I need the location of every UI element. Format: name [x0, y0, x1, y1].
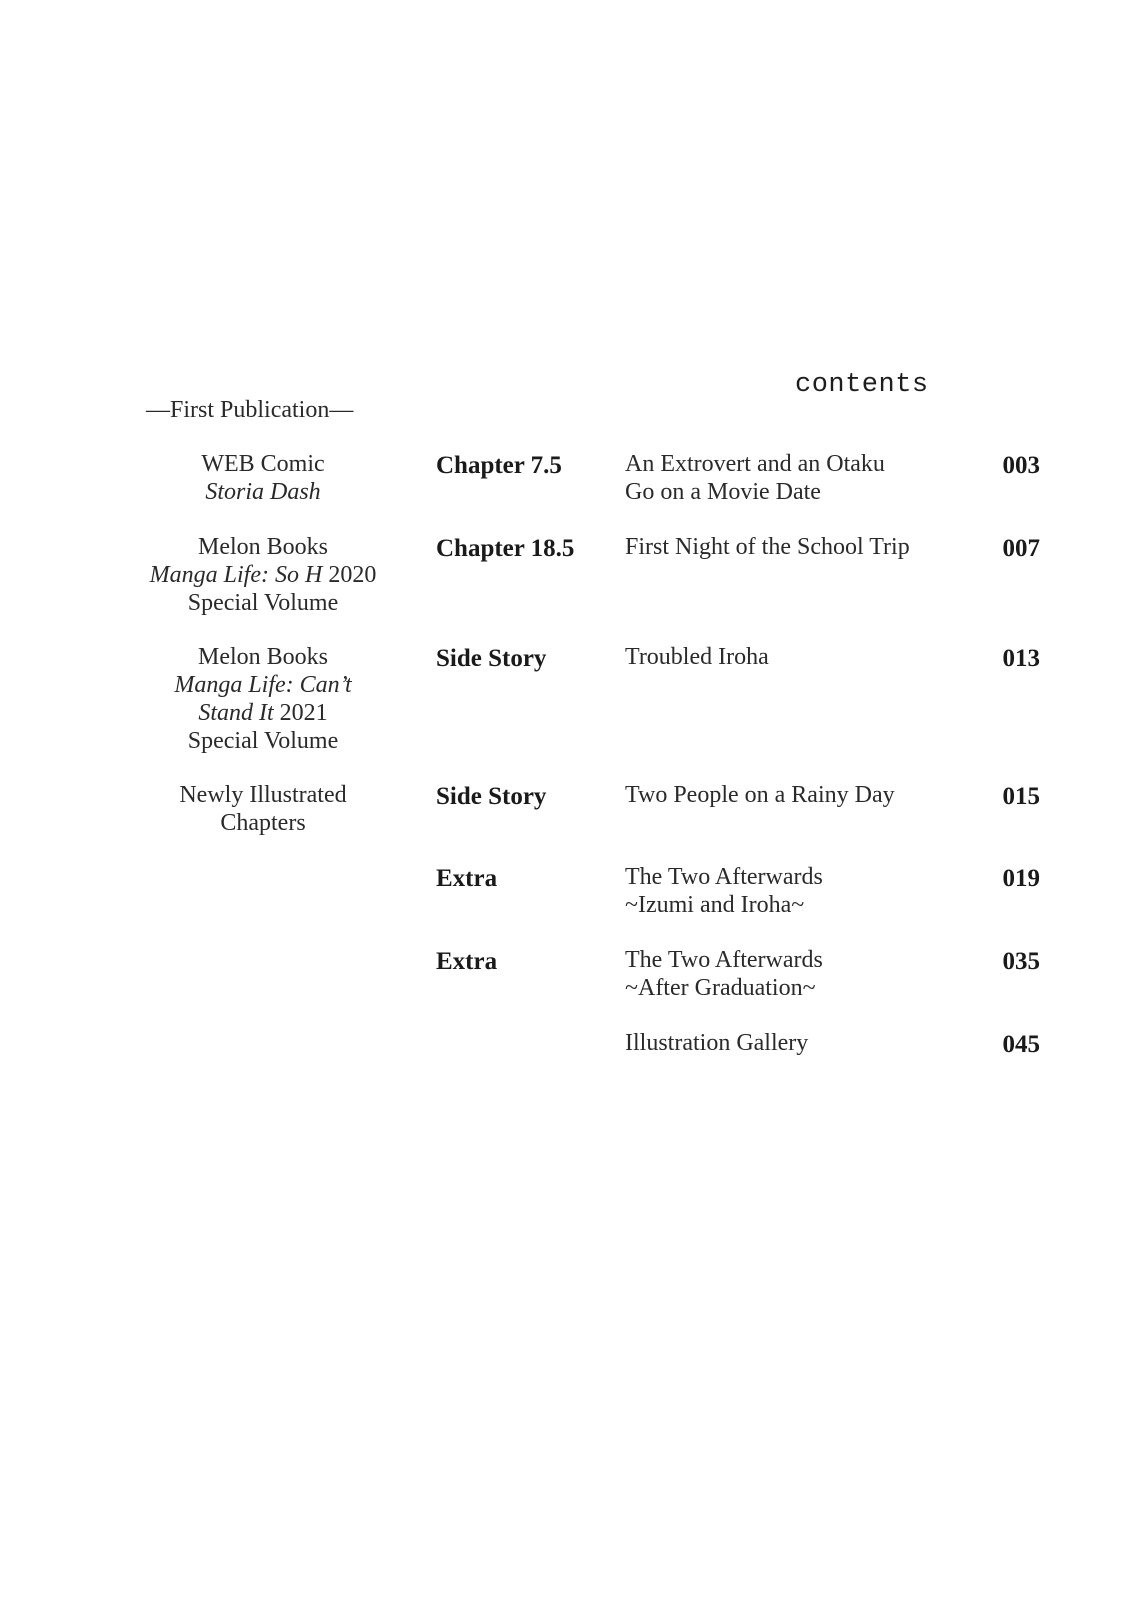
toc-chapter-label: Side Story	[436, 645, 547, 672]
publication-title: Manga Life: Can’t	[174, 672, 352, 698]
toc-title-line: First Night of the School Trip	[625, 534, 910, 560]
publication-title: Storia Dash	[205, 479, 321, 505]
publication-source: WEB Comic	[201, 451, 325, 477]
toc-title-line: Troubled Iroha	[625, 644, 769, 670]
toc-chapter-label: Chapter 18.5	[436, 535, 575, 562]
publication-title-continued: Stand It	[198, 700, 274, 726]
publication-title-line	[140, 561, 386, 589]
toc-title-line: An Extrovert and an Otaku	[625, 451, 885, 477]
toc-chapter-title	[625, 1029, 970, 1057]
toc-chapter-title	[625, 533, 970, 561]
publication-source: Melon Books	[197, 644, 328, 670]
toc-page-number: 035	[1002, 948, 1040, 975]
contents-heading: contents	[795, 370, 929, 400]
toc-chapter-title	[625, 946, 970, 1002]
toc-page-number: 045	[1002, 1031, 1040, 1058]
first-publication-heading: —First Publication—	[146, 397, 354, 423]
publication-year: 2021	[273, 700, 328, 726]
publication-source: Melon Books	[197, 534, 328, 560]
toc-chapter-label: Chapter 7.5	[436, 452, 562, 479]
toc-page-number: 003	[1002, 452, 1040, 479]
toc-chapter-title	[625, 863, 970, 919]
publication-block-melon-2020	[140, 533, 386, 617]
toc-chapter-label: Extra	[436, 948, 498, 975]
publication-source-continued: Chapters	[220, 810, 306, 836]
toc-page-number: 007	[1002, 535, 1040, 562]
toc-title-line: The Two Afterwards	[625, 947, 823, 973]
toc-chapter-label: Side Story	[436, 783, 547, 810]
toc-chapter-label: Extra	[436, 865, 498, 892]
toc-title-line: ~Izumi and Iroha~	[625, 892, 805, 918]
publication-block-melon-2021	[140, 643, 386, 755]
toc-chapter-title	[625, 781, 970, 809]
toc-title-line: Two People on a Rainy Day	[625, 782, 895, 808]
publication-block-web-comic	[140, 450, 386, 506]
toc-title-line: ~After Graduation~	[625, 975, 816, 1001]
publication-title: Manga Life: So H	[149, 562, 323, 588]
toc-page-number: 019	[1002, 865, 1040, 892]
toc-title-line: Illustration Gallery	[625, 1030, 809, 1056]
publication-volume: Special Volume	[187, 590, 339, 616]
toc-page-number: 013	[1002, 645, 1040, 672]
toc-page-number: 015	[1002, 783, 1040, 810]
toc-title-line: Go on a Movie Date	[625, 479, 821, 505]
publication-volume: Special Volume	[187, 728, 339, 754]
toc-chapter-title	[625, 450, 970, 506]
publication-year: 2020	[322, 562, 377, 588]
toc-title-line: The Two Afterwards	[625, 864, 823, 890]
publication-block-newly-illustrated	[140, 781, 386, 837]
publication-title-line	[140, 699, 386, 727]
publication-source: Newly Illustrated	[179, 782, 347, 808]
toc-chapter-title	[625, 643, 970, 671]
